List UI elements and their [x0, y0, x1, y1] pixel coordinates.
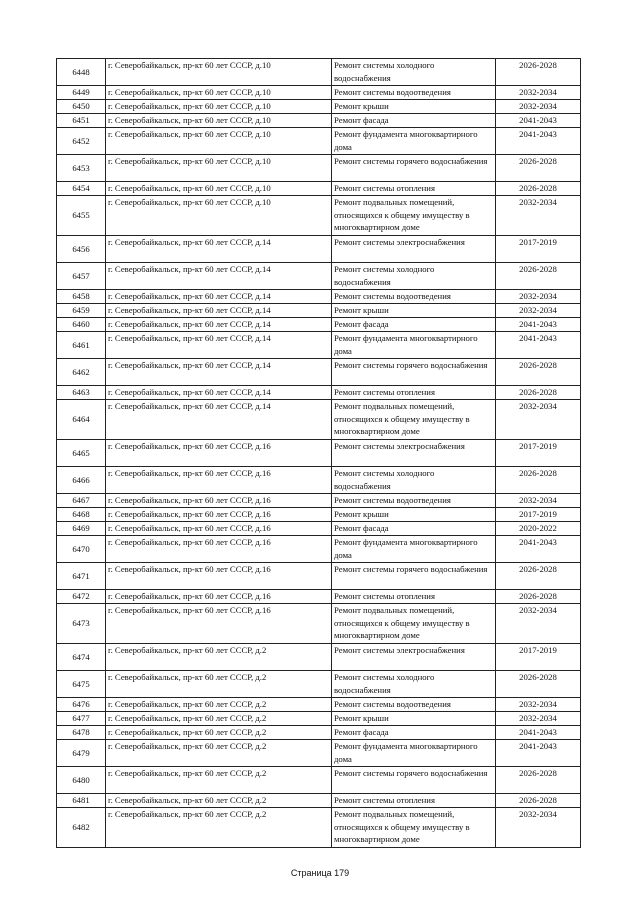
table-row — [57, 590, 581, 604]
row-number-cell: 6466 — [57, 467, 106, 494]
work-type-cell: Ремонт подвальных помещений, относящихся к общему имуществу в многоквартирном доме — [332, 808, 496, 848]
work-type-cell: Ремонт системы отопления — [332, 386, 496, 400]
table-row — [57, 59, 581, 86]
work-type-cell: Ремонт фасада — [332, 726, 496, 740]
address-cell: г. Северобайкальск, пр-кт 60 лет СССР, д.10 — [106, 86, 332, 100]
table-row — [57, 563, 581, 590]
table-row — [57, 128, 581, 155]
table-row — [57, 698, 581, 712]
address-cell: г. Северобайкальск, пр-кт 60 лет СССР, д.10 — [106, 100, 332, 114]
period-cell: 2041-2043 — [496, 318, 581, 332]
work-type-cell: Ремонт системы горячего водоснабжения — [332, 767, 496, 794]
work-type-cell: Ремонт крыши — [332, 508, 496, 522]
table-row — [57, 100, 581, 114]
period-cell: 2026-2028 — [496, 767, 581, 794]
table-row — [57, 236, 581, 263]
row-number-cell: 6463 — [57, 386, 106, 400]
table-row — [57, 359, 581, 386]
work-type-cell: Ремонт фундамента многоквартирного дома — [332, 332, 496, 359]
period-cell: 2020-2022 — [496, 522, 581, 536]
period-cell: 2032-2034 — [496, 100, 581, 114]
table-row — [57, 304, 581, 318]
address-cell: г. Северобайкальск, пр-кт 60 лет СССР, д.16 — [106, 590, 332, 604]
table-row — [57, 794, 581, 808]
work-type-cell: Ремонт системы водоотведения — [332, 698, 496, 712]
work-type-cell: Ремонт фундамента многоквартирного дома — [332, 740, 496, 767]
address-cell: г. Северобайкальск, пр-кт 60 лет СССР, д.14 — [106, 400, 332, 440]
table-row — [57, 155, 581, 182]
row-number-cell: 6472 — [57, 590, 106, 604]
period-cell: 2026-2028 — [496, 155, 581, 182]
row-number-cell: 6469 — [57, 522, 106, 536]
address-cell: г. Северобайкальск, пр-кт 60 лет СССР, д.16 — [106, 508, 332, 522]
address-cell: г. Северобайкальск, пр-кт 60 лет СССР, д.2 — [106, 808, 332, 848]
work-type-cell: Ремонт подвальных помещений, относящихся к общему имуществу в многоквартирном доме — [332, 604, 496, 644]
table-row — [57, 114, 581, 128]
work-type-cell: Ремонт системы холодного водоснабжения — [332, 59, 496, 86]
period-cell: 2032-2034 — [496, 712, 581, 726]
address-cell: г. Северобайкальск, пр-кт 60 лет СССР, д.14 — [106, 236, 332, 263]
period-cell: 2032-2034 — [496, 290, 581, 304]
work-type-cell: Ремонт системы холодного водоснабжения — [332, 263, 496, 290]
work-type-cell: Ремонт системы отопления — [332, 590, 496, 604]
row-number-cell: 6468 — [57, 508, 106, 522]
work-type-cell: Ремонт системы электроснабжения — [332, 644, 496, 671]
address-cell: г. Северобайкальск, пр-кт 60 лет СССР, д.14 — [106, 386, 332, 400]
period-cell: 2026-2028 — [496, 359, 581, 386]
row-number-cell: 6476 — [57, 698, 106, 712]
work-type-cell: Ремонт фасада — [332, 522, 496, 536]
table-row — [57, 467, 581, 494]
work-type-cell: Ремонт системы электроснабжения — [332, 440, 496, 467]
row-number-cell: 6481 — [57, 794, 106, 808]
work-type-cell: Ремонт фундамента многоквартирного дома — [332, 128, 496, 155]
work-type-cell: Ремонт системы холодного водоснабжения — [332, 671, 496, 698]
address-cell: г. Северобайкальск, пр-кт 60 лет СССР, д.10 — [106, 155, 332, 182]
address-cell: г. Северобайкальск, пр-кт 60 лет СССР, д.16 — [106, 522, 332, 536]
period-cell: 2041-2043 — [496, 332, 581, 359]
period-cell: 2032-2034 — [496, 698, 581, 712]
table-row — [57, 536, 581, 563]
row-number-cell: 6464 — [57, 400, 106, 440]
address-cell: г. Северобайкальск, пр-кт 60 лет СССР, д.16 — [106, 467, 332, 494]
row-number-cell: 6448 — [57, 59, 106, 86]
period-cell: 2041-2043 — [496, 114, 581, 128]
row-number-cell: 6452 — [57, 128, 106, 155]
period-cell: 2017-2019 — [496, 508, 581, 522]
table-row — [57, 726, 581, 740]
row-number-cell: 6460 — [57, 318, 106, 332]
address-cell: г. Северобайкальск, пр-кт 60 лет СССР, д.10 — [106, 182, 332, 196]
row-number-cell: 6467 — [57, 494, 106, 508]
period-cell: 2041-2043 — [496, 740, 581, 767]
period-cell: 2026-2028 — [496, 182, 581, 196]
period-cell: 2026-2028 — [496, 671, 581, 698]
address-cell: г. Северобайкальск, пр-кт 60 лет СССР, д.16 — [106, 440, 332, 467]
table-row — [57, 182, 581, 196]
work-type-cell: Ремонт системы холодного водоснабжения — [332, 467, 496, 494]
period-cell: 2026-2028 — [496, 263, 581, 290]
address-cell: г. Северобайкальск, пр-кт 60 лет СССР, д.16 — [106, 536, 332, 563]
period-cell: 2017-2019 — [496, 644, 581, 671]
period-cell: 2032-2034 — [496, 400, 581, 440]
row-number-cell: 6482 — [57, 808, 106, 848]
period-cell: 2026-2028 — [496, 794, 581, 808]
period-cell: 2041-2043 — [496, 128, 581, 155]
period-cell: 2032-2034 — [496, 604, 581, 644]
period-cell: 2032-2034 — [496, 494, 581, 508]
work-type-cell: Ремонт системы горячего водоснабжения — [332, 359, 496, 386]
page-number: Страница 179 — [290, 868, 350, 878]
row-number-cell: 6462 — [57, 359, 106, 386]
address-cell: г. Северобайкальск, пр-кт 60 лет СССР, д.14 — [106, 359, 332, 386]
row-number-cell: 6475 — [57, 671, 106, 698]
row-number-cell: 6471 — [57, 563, 106, 590]
row-number-cell: 6457 — [57, 263, 106, 290]
address-cell: г. Северобайкальск, пр-кт 60 лет СССР, д.2 — [106, 712, 332, 726]
period-cell: 2017-2019 — [496, 236, 581, 263]
work-type-cell: Ремонт системы электроснабжения — [332, 236, 496, 263]
table-row — [57, 740, 581, 767]
address-cell: г. Северобайкальск, пр-кт 60 лет СССР, д.16 — [106, 563, 332, 590]
table-row — [57, 263, 581, 290]
row-number-cell: 6461 — [57, 332, 106, 359]
address-cell: г. Северобайкальск, пр-кт 60 лет СССР, д.2 — [106, 794, 332, 808]
address-cell: г. Северобайкальск, пр-кт 60 лет СССР, д.10 — [106, 128, 332, 155]
table-row — [57, 522, 581, 536]
work-type-cell: Ремонт подвальных помещений, относящихся к общему имуществу в многоквартирном доме — [332, 196, 496, 236]
address-cell: г. Северобайкальск, пр-кт 60 лет СССР, д.2 — [106, 740, 332, 767]
table-row — [57, 400, 581, 440]
work-type-cell: Ремонт крыши — [332, 100, 496, 114]
work-type-cell: Ремонт системы водоотведения — [332, 290, 496, 304]
row-number-cell: 6473 — [57, 604, 106, 644]
period-cell: 2041-2043 — [496, 536, 581, 563]
period-cell: 2026-2028 — [496, 467, 581, 494]
row-number-cell: 6453 — [57, 155, 106, 182]
address-cell: г. Северобайкальск, пр-кт 60 лет СССР, д.14 — [106, 318, 332, 332]
address-cell: г. Северобайкальск, пр-кт 60 лет СССР, д.2 — [106, 644, 332, 671]
row-number-cell: 6478 — [57, 726, 106, 740]
row-number-cell: 6455 — [57, 196, 106, 236]
period-cell: 2026-2028 — [496, 590, 581, 604]
work-type-cell: Ремонт системы горячего водоснабжения — [332, 563, 496, 590]
row-number-cell: 6479 — [57, 740, 106, 767]
table-row — [57, 318, 581, 332]
work-type-cell: Ремонт крыши — [332, 712, 496, 726]
period-cell: 2032-2034 — [496, 808, 581, 848]
work-type-cell: Ремонт фасада — [332, 318, 496, 332]
row-number-cell: 6477 — [57, 712, 106, 726]
address-cell: г. Северобайкальск, пр-кт 60 лет СССР, д.14 — [106, 304, 332, 318]
capital-repair-table — [56, 58, 581, 848]
address-cell: г. Северобайкальск, пр-кт 60 лет СССР, д.14 — [106, 332, 332, 359]
row-number-cell: 6449 — [57, 86, 106, 100]
row-number-cell: 6459 — [57, 304, 106, 318]
table-row — [57, 332, 581, 359]
work-type-cell: Ремонт системы водоотведения — [332, 494, 496, 508]
table-row — [57, 290, 581, 304]
period-cell: 2032-2034 — [496, 304, 581, 318]
row-number-cell: 6456 — [57, 236, 106, 263]
period-cell: 2017-2019 — [496, 440, 581, 467]
address-cell: г. Северобайкальск, пр-кт 60 лет СССР, д.10 — [106, 59, 332, 86]
period-cell: 2032-2034 — [496, 86, 581, 100]
row-number-cell: 6474 — [57, 644, 106, 671]
table-row — [57, 671, 581, 698]
address-cell: г. Северобайкальск, пр-кт 60 лет СССР, д.16 — [106, 604, 332, 644]
period-cell: 2026-2028 — [496, 563, 581, 590]
table-row — [57, 86, 581, 100]
table-body — [57, 59, 581, 848]
period-cell: 2032-2034 — [496, 196, 581, 236]
row-number-cell: 6458 — [57, 290, 106, 304]
page-footer — [0, 868, 640, 878]
address-cell: г. Северобайкальск, пр-кт 60 лет СССР, д.2 — [106, 767, 332, 794]
table-row — [57, 808, 581, 848]
row-number-cell: 6454 — [57, 182, 106, 196]
row-number-cell: 6465 — [57, 440, 106, 467]
address-cell: г. Северобайкальск, пр-кт 60 лет СССР, д.14 — [106, 290, 332, 304]
address-cell: г. Северобайкальск, пр-кт 60 лет СССР, д.2 — [106, 726, 332, 740]
table-row — [57, 196, 581, 236]
work-type-cell: Ремонт системы горячего водоснабжения — [332, 155, 496, 182]
row-number-cell: 6480 — [57, 767, 106, 794]
work-type-cell: Ремонт системы отопления — [332, 794, 496, 808]
table-row — [57, 644, 581, 671]
period-cell: 2026-2028 — [496, 386, 581, 400]
row-number-cell: 6450 — [57, 100, 106, 114]
table-row — [57, 494, 581, 508]
work-type-cell: Ремонт системы водоотведения — [332, 86, 496, 100]
table-row — [57, 604, 581, 644]
period-cell: 2041-2043 — [496, 726, 581, 740]
work-type-cell: Ремонт системы отопления — [332, 182, 496, 196]
address-cell: г. Северобайкальск, пр-кт 60 лет СССР, д.14 — [106, 263, 332, 290]
table-row — [57, 712, 581, 726]
work-type-cell: Ремонт фасада — [332, 114, 496, 128]
address-cell: г. Северобайкальск, пр-кт 60 лет СССР, д.2 — [106, 698, 332, 712]
table-row — [57, 440, 581, 467]
address-cell: г. Северобайкальск, пр-кт 60 лет СССР, д.2 — [106, 671, 332, 698]
address-cell: г. Северобайкальск, пр-кт 60 лет СССР, д.10 — [106, 196, 332, 236]
address-cell: г. Северобайкальск, пр-кт 60 лет СССР, д.10 — [106, 114, 332, 128]
work-type-cell: Ремонт фундамента многоквартирного дома — [332, 536, 496, 563]
row-number-cell: 6451 — [57, 114, 106, 128]
period-cell: 2026-2028 — [496, 59, 581, 86]
address-cell: г. Северобайкальск, пр-кт 60 лет СССР, д.16 — [106, 494, 332, 508]
table-row — [57, 508, 581, 522]
table-row — [57, 386, 581, 400]
row-number-cell: 6470 — [57, 536, 106, 563]
work-type-cell: Ремонт крыши — [332, 304, 496, 318]
work-type-cell: Ремонт подвальных помещений, относящихся к общему имуществу в многоквартирном доме — [332, 400, 496, 440]
table-row — [57, 767, 581, 794]
